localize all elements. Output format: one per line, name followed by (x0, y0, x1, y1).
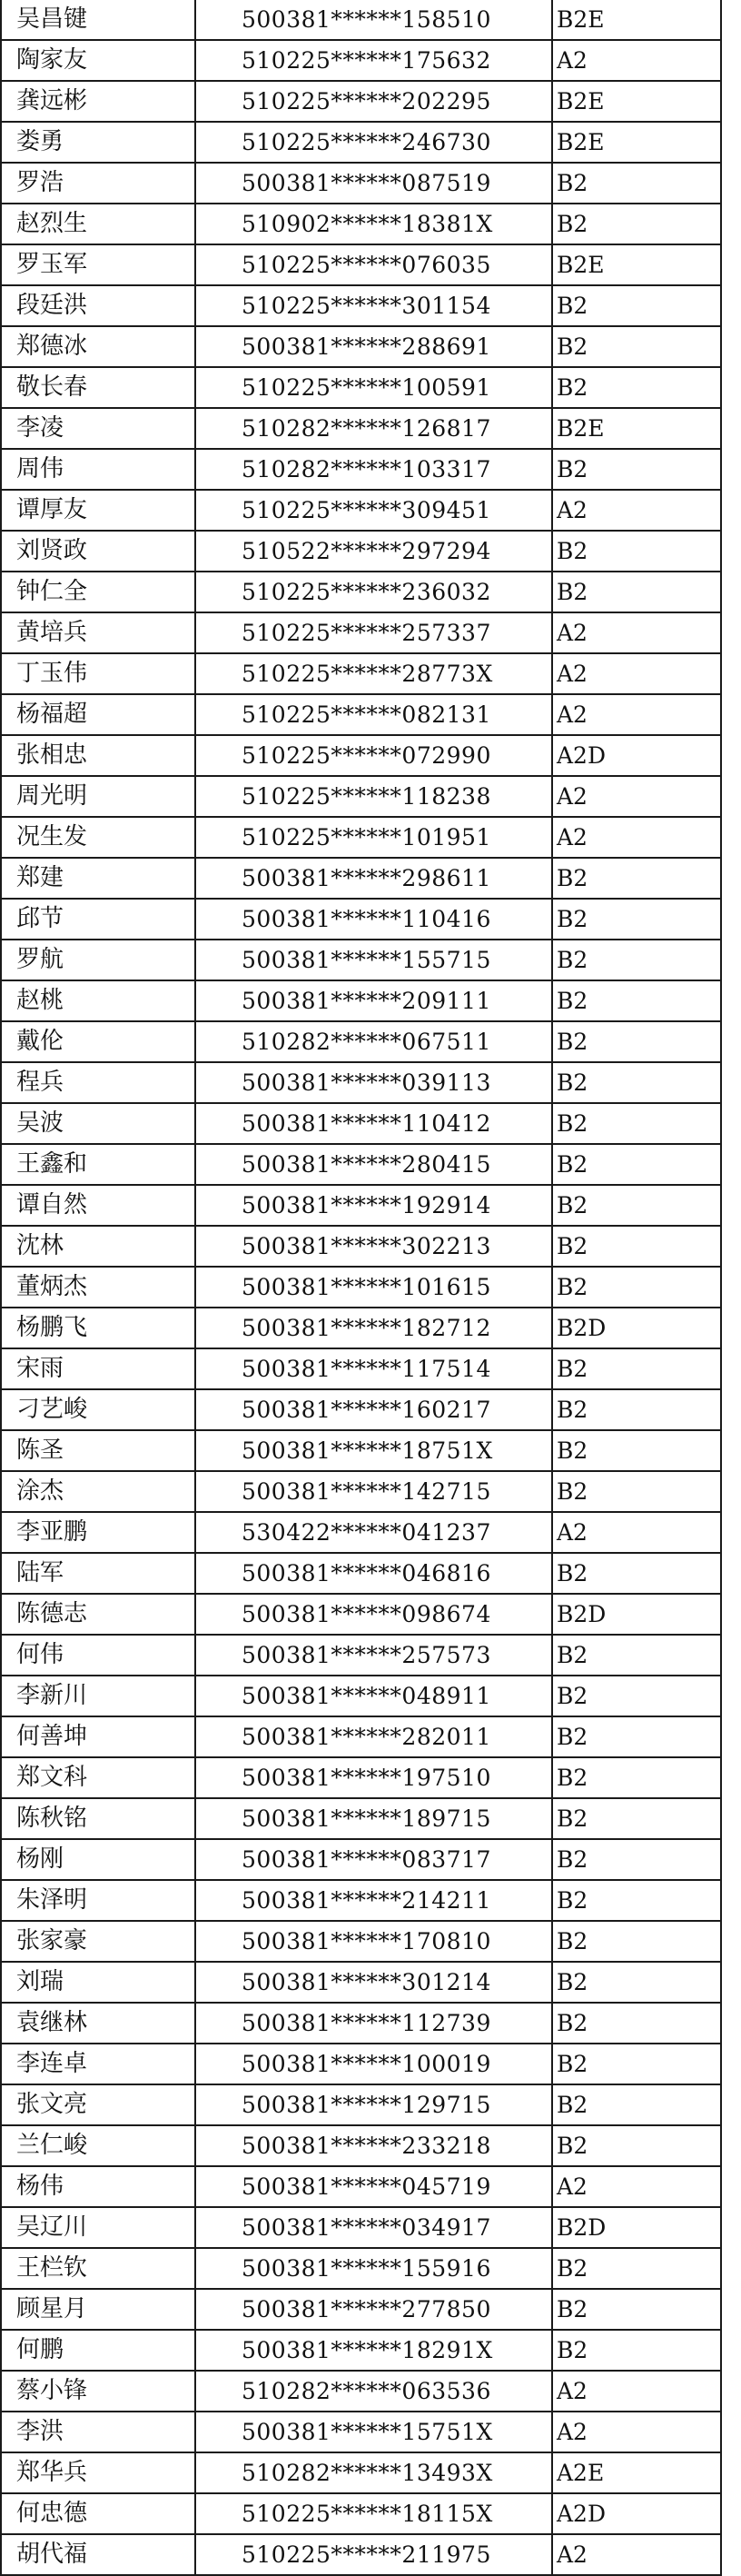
license-class-cell: B2 (552, 1267, 721, 1308)
name-cell: 邱节 (1, 899, 195, 940)
id-number-cell: 500381******155916 (195, 2248, 552, 2289)
name-cell: 袁继林 (1, 2003, 195, 2044)
id-number-cell: 510225******211975 (195, 2534, 552, 2575)
license-class-cell: A2 (552, 2371, 721, 2412)
name-cell: 郑建 (1, 858, 195, 899)
name-cell: 周伟 (1, 449, 195, 490)
name-cell: 王栏钦 (1, 2248, 195, 2289)
name-cell: 钟仁全 (1, 572, 195, 612)
license-class-cell: B2 (552, 1676, 721, 1716)
name-cell: 李连卓 (1, 2044, 195, 2084)
name-cell: 吴昌键 (1, 0, 195, 40)
table-row (1, 2003, 721, 2044)
license-class-cell: B2 (552, 1062, 721, 1103)
license-class-cell: B2E (552, 408, 721, 449)
id-number-cell: 500381******257573 (195, 1635, 552, 1676)
name-cell: 陈秋铭 (1, 1798, 195, 1839)
license-class-cell: B2 (552, 2289, 721, 2330)
license-class-cell: A2 (552, 612, 721, 653)
table-row (1, 980, 721, 1021)
table-row (1, 1226, 721, 1267)
license-class-cell: B2 (552, 1880, 721, 1921)
license-class-cell: A2 (552, 40, 721, 81)
id-number-cell: 500381******155715 (195, 940, 552, 980)
name-cell: 陈圣 (1, 1430, 195, 1471)
table-row (1, 2412, 721, 2452)
name-cell: 郑德冰 (1, 326, 195, 367)
license-class-cell: B2 (552, 1348, 721, 1389)
license-class-cell: B2 (552, 531, 721, 572)
license-class-cell: B2 (552, 163, 721, 204)
name-cell: 郑文科 (1, 1757, 195, 1798)
table-row (1, 1062, 721, 1103)
license-class-cell: B2 (552, 1921, 721, 1962)
name-cell: 杨鹏飞 (1, 1308, 195, 1348)
table-row (1, 1921, 721, 1962)
name-cell: 段廷洪 (1, 285, 195, 326)
table-row (1, 1144, 721, 1185)
table-row (1, 1103, 721, 1144)
name-cell: 刘贤政 (1, 531, 195, 572)
id-number-cell: 500381******302213 (195, 1226, 552, 1267)
name-cell: 丁玉伟 (1, 653, 195, 694)
table-row (1, 204, 721, 244)
name-cell: 何善坤 (1, 1716, 195, 1757)
table-row (1, 858, 721, 899)
table-row (1, 735, 721, 776)
table-row (1, 122, 721, 163)
table-row (1, 2493, 721, 2534)
table-row (1, 1635, 721, 1676)
name-cell: 赵桃 (1, 980, 195, 1021)
table-row (1, 367, 721, 408)
table-row (1, 2166, 721, 2207)
id-number-cell: 500381******282011 (195, 1716, 552, 1757)
name-cell: 朱泽明 (1, 1880, 195, 1921)
table-row (1, 449, 721, 490)
license-class-cell: B2 (552, 2003, 721, 2044)
name-cell: 敬长春 (1, 367, 195, 408)
table-row (1, 940, 721, 980)
driver-list-body (1, 0, 721, 2575)
name-cell: 刁艺峻 (1, 1389, 195, 1430)
license-class-cell: A2 (552, 2166, 721, 2207)
table-row (1, 1308, 721, 1348)
license-class-cell: A2 (552, 490, 721, 531)
license-class-cell: B2 (552, 2125, 721, 2166)
license-class-cell: B2 (552, 940, 721, 980)
id-number-cell: 500381******160217 (195, 1389, 552, 1430)
license-class-cell: A2 (552, 1512, 721, 1553)
name-cell: 罗玉军 (1, 244, 195, 285)
id-number-cell: 500381******288691 (195, 326, 552, 367)
id-number-cell: 510225******28773X (195, 653, 552, 694)
id-number-cell: 500381******298611 (195, 858, 552, 899)
id-number-cell: 510225******100591 (195, 367, 552, 408)
id-number-cell: 510225******082131 (195, 694, 552, 735)
table-row (1, 572, 721, 612)
license-class-cell: B2 (552, 1553, 721, 1594)
name-cell: 刘瑞 (1, 1962, 195, 2003)
license-class-cell: B2E (552, 0, 721, 40)
license-class-cell: B2 (552, 204, 721, 244)
license-class-cell: A2 (552, 694, 721, 735)
license-class-cell: B2 (552, 980, 721, 1021)
id-number-cell: 510225******236032 (195, 572, 552, 612)
license-class-cell: B2 (552, 1471, 721, 1512)
table-row (1, 1512, 721, 1553)
license-class-cell: B2D (552, 1308, 721, 1348)
license-class-cell: B2 (552, 858, 721, 899)
table-row (1, 2125, 721, 2166)
table-row (1, 2289, 721, 2330)
name-cell: 周光明 (1, 776, 195, 817)
table-row (1, 1430, 721, 1471)
id-number-cell: 500381******189715 (195, 1798, 552, 1839)
table-row (1, 817, 721, 858)
id-number-cell: 500381******046816 (195, 1553, 552, 1594)
name-cell: 龚远彬 (1, 81, 195, 122)
license-class-cell: B2D (552, 2207, 721, 2248)
license-class-cell: B2 (552, 1103, 721, 1144)
table-row (1, 2330, 721, 2371)
license-class-cell: B2 (552, 1839, 721, 1880)
license-class-cell: A2D (552, 735, 721, 776)
id-number-cell: 500381******117514 (195, 1348, 552, 1389)
id-number-cell: 500381******098674 (195, 1594, 552, 1635)
id-number-cell: 500381******233218 (195, 2125, 552, 2166)
table-row (1, 163, 721, 204)
id-number-cell: 500381******110412 (195, 1103, 552, 1144)
name-cell: 杨福超 (1, 694, 195, 735)
name-cell: 谭厚友 (1, 490, 195, 531)
table-row (1, 326, 721, 367)
id-number-cell: 510282******13493X (195, 2452, 552, 2493)
license-class-cell: A2 (552, 2534, 721, 2575)
name-cell: 郑华兵 (1, 2452, 195, 2493)
id-number-cell: 500381******083717 (195, 1839, 552, 1880)
table-row (1, 653, 721, 694)
name-cell: 杨伟 (1, 2166, 195, 2207)
table-row (1, 81, 721, 122)
id-number-cell: 500381******192914 (195, 1185, 552, 1226)
id-number-cell: 510225******072990 (195, 735, 552, 776)
name-cell: 程兵 (1, 1062, 195, 1103)
table-row (1, 1389, 721, 1430)
table-row (1, 244, 721, 285)
license-class-cell: B2 (552, 2084, 721, 2125)
name-cell: 吴波 (1, 1103, 195, 1144)
table-row (1, 40, 721, 81)
id-number-cell: 510225******246730 (195, 122, 552, 163)
id-number-cell: 510282******067511 (195, 1021, 552, 1062)
name-cell: 胡代福 (1, 2534, 195, 2575)
license-class-cell: A2 (552, 817, 721, 858)
name-cell: 陆军 (1, 1553, 195, 1594)
id-number-cell: 500381******301214 (195, 1962, 552, 2003)
table-row (1, 1267, 721, 1308)
id-number-cell: 500381******034917 (195, 2207, 552, 2248)
table-row (1, 2371, 721, 2412)
name-cell: 兰仁峻 (1, 2125, 195, 2166)
table-row (1, 2044, 721, 2084)
table-row (1, 2084, 721, 2125)
table-row (1, 1594, 721, 1635)
table-row (1, 408, 721, 449)
id-number-cell: 510225******301154 (195, 285, 552, 326)
name-cell: 罗航 (1, 940, 195, 980)
license-class-cell: B2 (552, 2248, 721, 2289)
license-class-cell: B2 (552, 1716, 721, 1757)
license-class-cell: B2E (552, 122, 721, 163)
id-number-cell: 500381******129715 (195, 2084, 552, 2125)
id-number-cell: 500381******101615 (195, 1267, 552, 1308)
name-cell: 董炳杰 (1, 1267, 195, 1308)
id-number-cell: 510225******202295 (195, 81, 552, 122)
name-cell: 宋雨 (1, 1348, 195, 1389)
id-number-cell: 500381******110416 (195, 899, 552, 940)
id-number-cell: 500381******112739 (195, 2003, 552, 2044)
id-number-cell: 500381******182712 (195, 1308, 552, 1348)
name-cell: 黄培兵 (1, 612, 195, 653)
name-cell: 张相忠 (1, 735, 195, 776)
name-cell: 何鹏 (1, 2330, 195, 2371)
id-number-cell: 500381******039113 (195, 1062, 552, 1103)
name-cell: 陶家友 (1, 40, 195, 81)
id-number-cell: 500381******280415 (195, 1144, 552, 1185)
name-cell: 吴辽川 (1, 2207, 195, 2248)
id-number-cell: 510225******309451 (195, 490, 552, 531)
name-cell: 李新川 (1, 1676, 195, 1716)
id-number-cell: 510225******18115X (195, 2493, 552, 2534)
id-number-cell: 500381******045719 (195, 2166, 552, 2207)
table-row (1, 2207, 721, 2248)
license-class-cell: B2 (552, 285, 721, 326)
id-number-cell: 510282******126817 (195, 408, 552, 449)
id-number-cell: 510225******257337 (195, 612, 552, 653)
license-class-cell: B2 (552, 2044, 721, 2084)
id-number-cell: 530422******041237 (195, 1512, 552, 1553)
license-class-cell: B2 (552, 1144, 721, 1185)
id-number-cell: 500381******142715 (195, 1471, 552, 1512)
license-class-cell: B2 (552, 1021, 721, 1062)
table-row (1, 0, 721, 40)
license-class-cell: B2 (552, 2330, 721, 2371)
license-class-cell: B2E (552, 244, 721, 285)
table-row (1, 899, 721, 940)
license-class-cell: B2 (552, 449, 721, 490)
license-class-cell: B2 (552, 326, 721, 367)
id-number-cell: 510902******18381X (195, 204, 552, 244)
table-row (1, 1839, 721, 1880)
name-cell: 罗浩 (1, 163, 195, 204)
name-cell: 张文亮 (1, 2084, 195, 2125)
table-row (1, 2452, 721, 2493)
table-row (1, 1798, 721, 1839)
name-cell: 戴伦 (1, 1021, 195, 1062)
name-cell: 李亚鹏 (1, 1512, 195, 1553)
name-cell: 赵烈生 (1, 204, 195, 244)
name-cell: 沈林 (1, 1226, 195, 1267)
license-class-cell: B2 (552, 1226, 721, 1267)
name-cell: 李凌 (1, 408, 195, 449)
table-row (1, 1348, 721, 1389)
name-cell: 何忠德 (1, 2493, 195, 2534)
table-row (1, 776, 721, 817)
id-number-cell: 500381******087519 (195, 163, 552, 204)
table-row (1, 1880, 721, 1921)
id-number-cell: 500381******18291X (195, 2330, 552, 2371)
license-class-cell: B2 (552, 1798, 721, 1839)
license-class-cell: B2D (552, 1594, 721, 1635)
id-number-cell: 500381******048911 (195, 1676, 552, 1716)
id-number-cell: 510225******175632 (195, 40, 552, 81)
license-class-cell: A2 (552, 653, 721, 694)
license-class-cell: B2 (552, 367, 721, 408)
name-cell: 何伟 (1, 1635, 195, 1676)
license-class-cell: B2 (552, 1430, 721, 1471)
license-class-cell: B2 (552, 1635, 721, 1676)
table-row (1, 1757, 721, 1798)
table-row (1, 612, 721, 653)
id-number-cell: 500381******170810 (195, 1921, 552, 1962)
name-cell: 蔡小锋 (1, 2371, 195, 2412)
id-number-cell: 500381******277850 (195, 2289, 552, 2330)
id-number-cell: 510225******076035 (195, 244, 552, 285)
name-cell: 谭自然 (1, 1185, 195, 1226)
name-cell: 娄勇 (1, 122, 195, 163)
name-cell: 李洪 (1, 2412, 195, 2452)
table-row (1, 531, 721, 572)
license-class-cell: B2 (552, 572, 721, 612)
id-number-cell: 510282******103317 (195, 449, 552, 490)
license-class-cell: A2 (552, 776, 721, 817)
id-number-cell: 500381******209111 (195, 980, 552, 1021)
table-row (1, 1553, 721, 1594)
id-number-cell: 510282******063536 (195, 2371, 552, 2412)
name-cell: 顾星月 (1, 2289, 195, 2330)
table-row (1, 1716, 721, 1757)
name-cell: 王鑫和 (1, 1144, 195, 1185)
license-class-cell: B2E (552, 81, 721, 122)
license-class-cell: B2 (552, 1389, 721, 1430)
id-number-cell: 500381******197510 (195, 1757, 552, 1798)
id-number-cell: 510225******101951 (195, 817, 552, 858)
name-cell: 张家豪 (1, 1921, 195, 1962)
id-number-cell: 510225******118238 (195, 776, 552, 817)
id-number-cell: 500381******15751X (195, 2412, 552, 2452)
license-class-cell: B2 (552, 899, 721, 940)
license-class-cell: A2E (552, 2452, 721, 2493)
license-class-cell: B2 (552, 1185, 721, 1226)
id-number-cell: 500381******214211 (195, 1880, 552, 1921)
name-cell: 陈德志 (1, 1594, 195, 1635)
table-row (1, 694, 721, 735)
table-row (1, 1962, 721, 2003)
table-row (1, 1676, 721, 1716)
id-number-cell: 500381******18751X (195, 1430, 552, 1471)
license-class-cell: B2 (552, 1757, 721, 1798)
name-cell: 况生发 (1, 817, 195, 858)
table-row (1, 2534, 721, 2575)
id-number-cell: 500381******100019 (195, 2044, 552, 2084)
license-class-cell: A2D (552, 2493, 721, 2534)
table-row (1, 2248, 721, 2289)
table-row (1, 490, 721, 531)
table-row (1, 1185, 721, 1226)
name-cell: 杨刚 (1, 1839, 195, 1880)
license-class-cell: B2 (552, 1962, 721, 2003)
table-row (1, 1021, 721, 1062)
table-row (1, 285, 721, 326)
id-number-cell: 500381******158510 (195, 0, 552, 40)
license-class-cell: A2 (552, 2412, 721, 2452)
name-cell: 涂杰 (1, 1471, 195, 1512)
table-row (1, 1471, 721, 1512)
id-number-cell: 510522******297294 (195, 531, 552, 572)
